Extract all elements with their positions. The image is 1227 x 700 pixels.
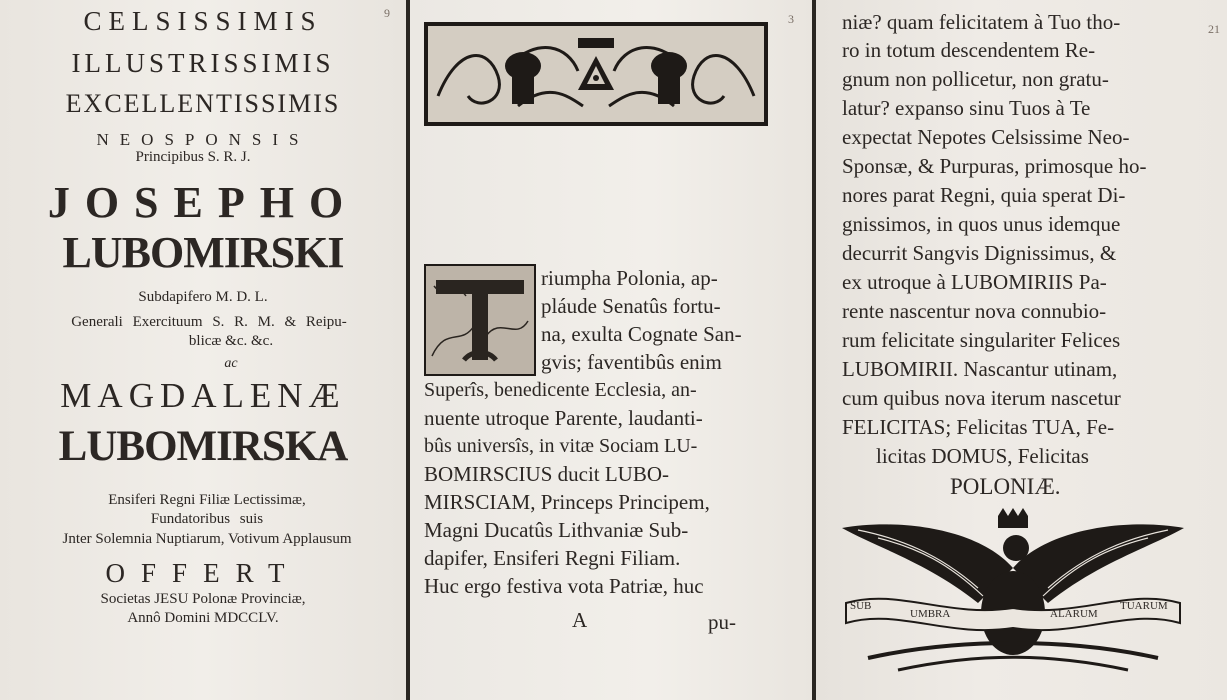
- title-line-anno: Annô Domini MDCCLV.: [127, 610, 279, 626]
- title-line-offert: OFFERT: [105, 558, 301, 588]
- text-line: LUBOMIRII. Nascantur utinam,: [842, 357, 1118, 381]
- title-line-ensiferi: Ensiferi Regni Filiæ Lectissimæ,: [108, 492, 306, 508]
- title-line-blicae: blicæ &c. &c.: [188, 333, 274, 349]
- title-line-jnter: Jnter Solemnia Nuptiarum, Votivum Applausum: [62, 531, 352, 547]
- catchword: pu-: [708, 610, 736, 634]
- text-line: ro in totum descendentem Re-: [842, 38, 1096, 62]
- initial-letter-icon: [426, 266, 534, 374]
- title-line-generali: Generali Exercituum S. R. M. & Reipu-: [71, 314, 347, 330]
- title-line-principibus: Principibus S. R. J.: [135, 149, 251, 165]
- text-line: decurrit Sangvis Dignissimus, &: [842, 241, 1117, 265]
- text-line: bûs universîs, in vitæ Sociam LU-: [424, 435, 698, 457]
- ribbon-text: ALARUM: [1050, 608, 1098, 620]
- text-line: Superîs, benedicente Ecclesia, an-: [424, 379, 697, 401]
- text-line: latur? expanso sinu Tuos à Te: [842, 96, 1091, 120]
- text-line: rum felicitate singulariter Felices: [842, 328, 1121, 352]
- folio-number: 21: [1208, 22, 1220, 36]
- text-line: licitas DOMUS, Felicitas: [876, 444, 1089, 468]
- text-line: POLONIÆ.: [950, 474, 1061, 499]
- text-line: nores parat Regni, quia sperat Di-: [842, 183, 1126, 207]
- text-line: riumpha Polonia, ap-: [541, 266, 718, 290]
- headpiece-ornament-icon: [428, 26, 764, 122]
- title-line-celsissimis: CELSISSIMIS: [83, 6, 323, 36]
- text-line: gnum non pollicetur, non gratu-: [842, 67, 1109, 91]
- text-line: ex utroque à LUBOMIRIIS Pa-: [842, 270, 1107, 294]
- eagle-woodcut: [838, 508, 1188, 683]
- ornamental-headpiece: [424, 22, 768, 126]
- text-line: dapifer, Ensiferi Regni Filiam.: [424, 546, 681, 570]
- text-line: BOMIRSCIUS ducit LUBO-: [424, 462, 670, 486]
- text-line: niæ? quam felicitatem à Tuo tho-: [842, 10, 1121, 34]
- text-line: cum quibus nova iterum nascetur: [842, 386, 1121, 410]
- text-line: pláude Senatûs fortu-: [541, 294, 721, 318]
- crowned-eagle-icon: [838, 508, 1188, 683]
- text-line: rente nascentur nova connubio-: [842, 299, 1107, 323]
- title-name-josepho: JOSEPHO: [47, 178, 359, 227]
- text-line: gvis; faventibûs enim: [541, 350, 722, 374]
- title-name-lubomirska: LUBOMIRSKA: [58, 423, 348, 470]
- ribbon-text: SUB: [850, 600, 872, 612]
- title-name-lubomirski: LUBOMIRSKI: [62, 228, 344, 277]
- text-line: gnissimos, in quos unus idemque: [842, 212, 1121, 236]
- title-line-excellentissimis: EXCELLENTISSIMIS: [65, 89, 341, 118]
- text-line: nuente utroque Parente, laudanti-: [424, 406, 703, 430]
- text-line: Huc ergo festiva vota Patriæ, huc: [424, 574, 704, 598]
- title-line-ac: ac: [224, 356, 238, 371]
- title-line-fundatoribus: Fundatoribus suis: [150, 511, 264, 527]
- text-line: FELICITAS; Felicitas TUA, Fe-: [842, 415, 1115, 439]
- text-line: expectat Nepotes Celsissime Neo-: [842, 125, 1130, 149]
- folio-number: 9: [384, 6, 390, 20]
- text-line: Sponsæ, & Purpuras, primosque ho-: [842, 154, 1147, 178]
- decorated-initial-t: [424, 264, 536, 376]
- ribbon-text: TUARUM: [1120, 600, 1168, 612]
- ribbon-text: UMBRA: [910, 608, 951, 620]
- title-line-subdapifero: Subdapifero M. D. L.: [138, 289, 268, 305]
- text-line: na, exulta Cognate San-: [541, 322, 742, 346]
- text-line: MIRSCIAM, Princeps Principem,: [424, 490, 710, 514]
- title-page: [0, 0, 406, 700]
- signature-mark: A: [572, 608, 588, 632]
- text-line: Magni Ducatûs Lithvaniæ Sub-: [424, 518, 689, 542]
- title-line-societas: Societas JESU Polonæ Provinciæ,: [100, 591, 306, 607]
- title-name-magdalenae: MAGDALENÆ: [60, 376, 346, 415]
- title-line-illustrissimis: ILLUSTRISSIMIS: [71, 48, 335, 78]
- folio-number: 3: [788, 12, 794, 26]
- title-line-neosponsis: NEOSPONSIS: [96, 130, 310, 149]
